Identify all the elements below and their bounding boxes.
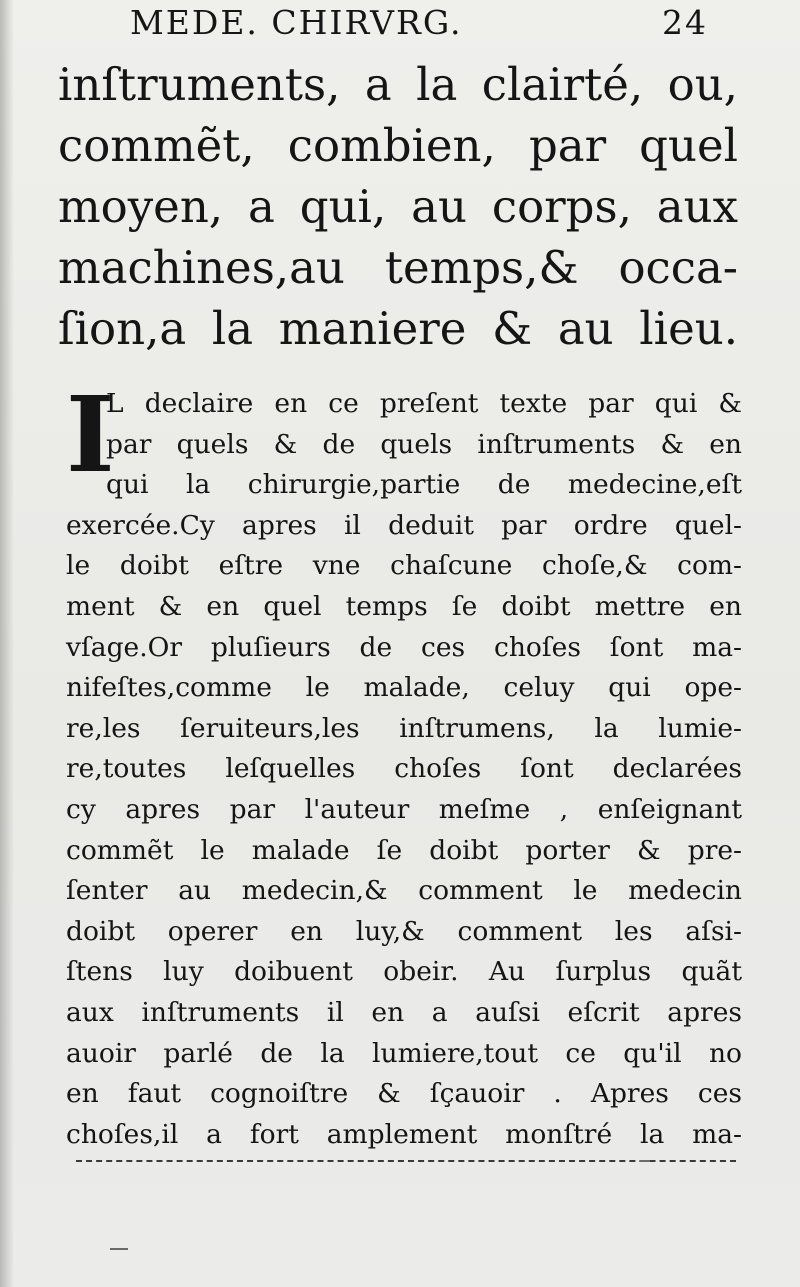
running-head-title: MEDE. CHIRVRG. (130, 3, 463, 42)
text-line: le doibt eſtre vne chaſcune choſe,& com- (66, 550, 742, 582)
text-line: commẽt, combien, par quel (58, 119, 738, 172)
text-line: auoir parlé de la lumiere,tout ce qu'il no (66, 1037, 742, 1069)
page-gutter-shadow (0, 0, 14, 1287)
text-line: par quels & de quels inſtruments & en (106, 428, 742, 460)
page-number: 24 (662, 3, 708, 42)
bottom-rule (76, 1160, 736, 1162)
commentary-paragraph (66, 373, 742, 1155)
text-line: aux inſtruments il en a auſsi eſcrit apres (66, 996, 742, 1028)
text-line: machines,au temps,& occa- (58, 241, 738, 294)
text-line: inſtruments, a la clairté, ou, (58, 58, 738, 111)
text-line: ſtens luy doibuent obeir. Au ſurplus quãt (66, 956, 742, 988)
ink-speck (110, 1248, 128, 1250)
text-line: commẽt le malade ſe doibt porter & pre- (66, 834, 742, 866)
text-line: choſes,il a fort amplement monſtré la ma- (66, 1118, 742, 1150)
text-line: en faut cognoiſtre & ſçauoir . Apres ces (66, 1078, 742, 1110)
text-line: moyen, a qui, au corps, aux (58, 180, 738, 233)
running-head (130, 0, 730, 50)
text-line: exercée.Cy apres il deduit par ordre quel- (66, 509, 742, 541)
text-line: re,les ſeruiteurs,les inſtrumens, la lumie- (66, 712, 742, 744)
text-line: cy apres par l'auteur meſme , enſeignant (66, 793, 742, 825)
drop-cap-initial: I (66, 373, 115, 496)
text-line: nifeſtes,comme le malade, celuy qui ope- (66, 672, 742, 704)
text-line: re,toutes leſquelles choſes ſont declarées (66, 753, 742, 785)
text-line: qui la chirurgie,partie de medecine,eſt (106, 469, 742, 501)
ink-speck (640, 1160, 650, 1162)
text-line: ment & en quel temps ſe doibt mettre en (66, 590, 742, 622)
text-line: ſenter au medecin,& comment le medecin (66, 875, 742, 907)
text-line: vſage.Or pluſieurs de ces choſes ſont ma- (66, 631, 742, 663)
text-line: doibt operer en luy,& comment les aſsi- (66, 915, 742, 947)
text-line: L declaire en ce preſent texte par qui & (106, 388, 742, 419)
previous-paragraph-end (58, 54, 738, 359)
text-line: ſion,a la maniere & au lieu. (58, 302, 738, 355)
